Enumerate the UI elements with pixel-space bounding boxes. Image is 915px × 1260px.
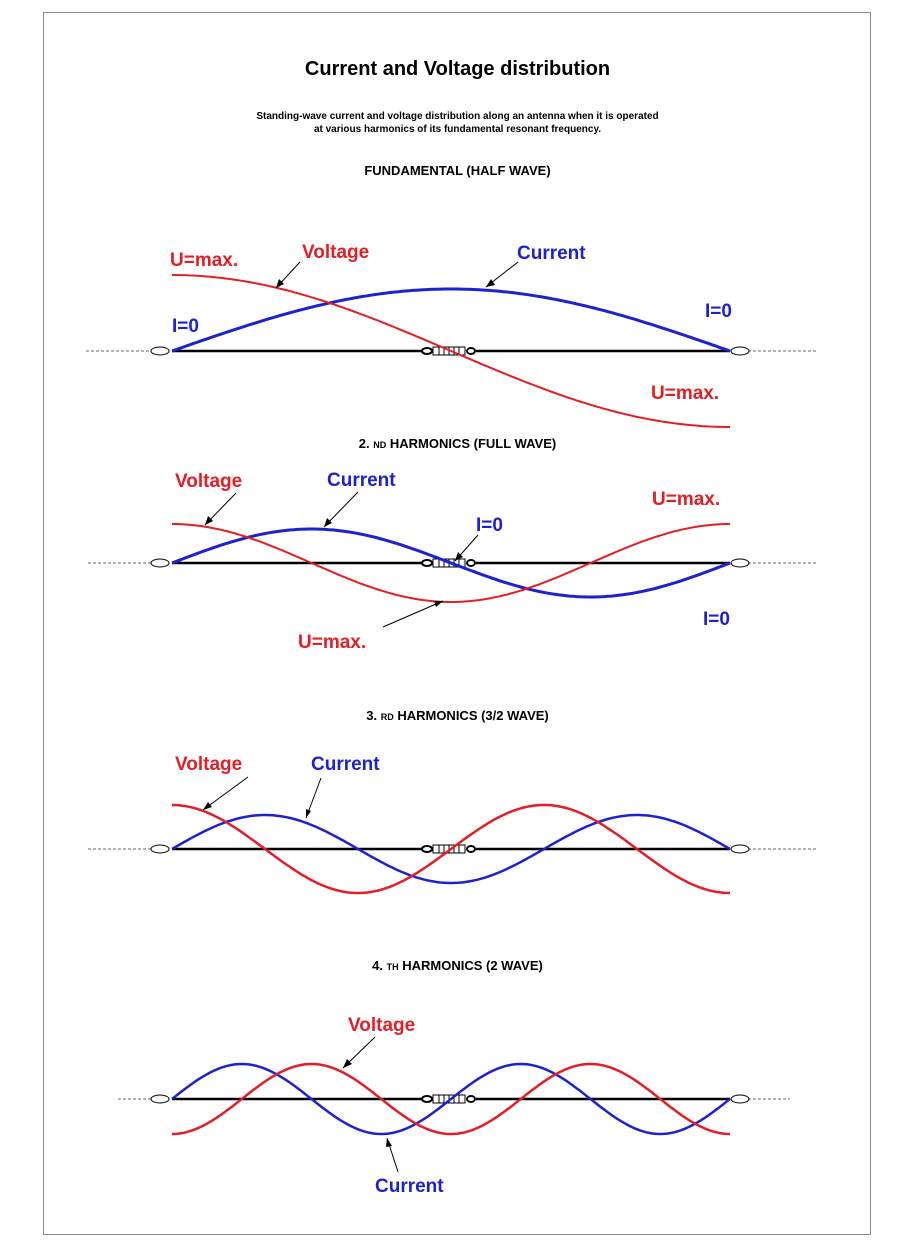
i0-left-label: I=0 [172, 316, 199, 337]
section-2-heading-prefix: 2. [358, 436, 370, 451]
insulator-left [151, 1095, 169, 1103]
section-2-heading-text: HARMONICS (FULL WAVE) [389, 436, 557, 451]
umax-right-label: U=max. [652, 489, 721, 510]
section-3-heading-prefix: 3. [366, 708, 378, 723]
section-1-diagram [86, 242, 818, 427]
insulator-left [151, 559, 169, 567]
section-1-heading-text: FUNDAMENTAL (HALF WAVE) [364, 163, 551, 178]
voltage-label: Voltage [302, 242, 370, 263]
i0-right-label: I=0 [703, 609, 730, 630]
umax-left-label: U=max. [170, 250, 239, 271]
current-leader-arrow [306, 809, 311, 818]
insulator-left [151, 347, 169, 355]
i0-center-label: I=0 [476, 515, 503, 536]
voltage-label: Voltage [175, 471, 243, 492]
umax-bottom-label: U=max. [298, 632, 367, 653]
section-4-heading-text: HARMONICS (2 WAVE) [402, 958, 543, 973]
insulator-right [731, 1095, 749, 1103]
voltage-leader-arrow [203, 802, 212, 810]
umax-leader-arrow [434, 601, 443, 607]
section-3-heading-suffix: RD [380, 712, 394, 722]
insulator-right [731, 559, 749, 567]
current-label: Current [327, 470, 396, 491]
section-4-diagram [118, 1015, 790, 1197]
voltage-label: Voltage [348, 1015, 416, 1036]
umax-right-label: U=max. [651, 383, 720, 404]
i0-right-label: I=0 [705, 301, 732, 322]
section-4-heading-suffix: TH [386, 962, 399, 972]
section-3-diagram [88, 754, 818, 893]
section-3-heading-text: HARMONICS (3/2 WAVE) [397, 708, 549, 723]
current-leader-arrow [386, 1138, 392, 1147]
insulator-right [731, 347, 749, 355]
section-4-heading-prefix: 4. [372, 958, 383, 973]
page-title: Current and Voltage distribution [304, 58, 611, 80]
current-leader-arrow [486, 279, 495, 287]
subtitle-line-1: Standing-wave current and voltage distribution along an antenna when it is operated [256, 111, 659, 122]
subtitle-line-2: at various harmonics of its fundamental resonant frequency. [313, 124, 602, 135]
section-2-heading-suffix: ND [373, 440, 387, 450]
current-label: Current [375, 1176, 444, 1197]
voltage-label: Voltage [175, 754, 243, 775]
current-label: Current [311, 754, 380, 775]
umax-leader [383, 601, 443, 627]
insulator-right [731, 845, 749, 853]
current-curve [172, 289, 730, 351]
section-2-diagram [88, 470, 818, 653]
current-label: Current [517, 243, 586, 264]
insulator-left [151, 845, 169, 853]
